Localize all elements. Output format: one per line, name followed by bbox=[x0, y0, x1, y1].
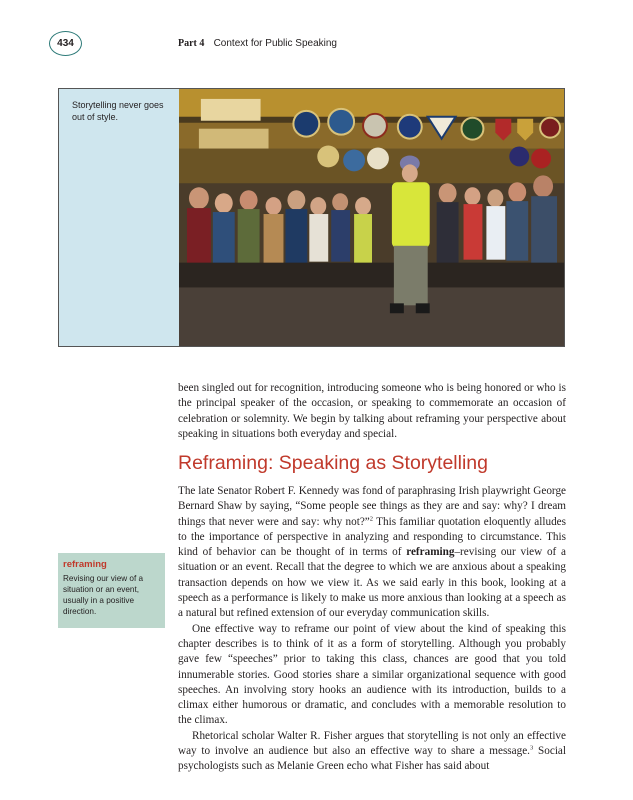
figure-caption: Storytelling never goes out of style. bbox=[72, 100, 164, 122]
intro-paragraph-block bbox=[178, 381, 566, 442]
intro-paragraph: been singled out for recognition, introducing someone who is being honored or who is the principal speaker of the occasion, or speaking to commemorate an occasion of celebration or solemnity. We begin by talking about reframing your perspective about speaking in situations both everyday and special. bbox=[178, 382, 566, 440]
paragraph-3-text-a: Rhetorical scholar Walter R. Fisher argues that storytelling is not only an effective way to involve an audience but also an effective way to share a message. bbox=[178, 729, 566, 758]
figure bbox=[58, 88, 565, 347]
footnote-ref-2: 2 bbox=[369, 514, 374, 522]
paragraph-1 bbox=[178, 484, 566, 622]
paragraph-3-text-b: Social psychologists such as Melanie Green echo what Fisher has said about bbox=[178, 745, 566, 773]
page-number: 434 bbox=[57, 38, 74, 49]
section-heading: Reframing: Speaking as Storytelling bbox=[178, 452, 488, 474]
paragraph-1-text-a: The late Senator Robert F. Kennedy was fond of paraphrasing Irish playwright George Bernard Shaw by saying, “Some people see things as they are and say: why? I dream things that never were and say: why not?” bbox=[178, 485, 566, 528]
audience bbox=[179, 175, 564, 346]
paragraph-3 bbox=[178, 729, 566, 775]
paragraph-2: One effective way to reframe our point of view about the kind of speaking this chapter describes is to think of it as a form of storytelling. Although you probably gave few “speeches” prior to taking this class, chances are good that you told innumerable stories. Good stories share a similar organizational sequence with good speeches. An involving story hooks an audience with its introduction, builds to a climax either humorous or dramatic, and concludes with a memorable resolution to the climax. bbox=[178, 622, 566, 727]
running-head bbox=[178, 38, 337, 49]
keyword-reframing: reframing bbox=[406, 546, 455, 559]
main-text bbox=[178, 484, 566, 775]
storyteller-photo bbox=[179, 89, 564, 346]
footnote-ref-3: 3 bbox=[529, 744, 534, 752]
section-title: Context for Public Speaking bbox=[213, 38, 337, 49]
paragraph-1-text-c: –revising our view of a situation or an event. Recall that the degree to which we are anxious about a speaking transaction depends on how we view it. As we said early in this book, looking at a speech as a performance is likely to make us more anxious than looking at a speech as a natural but refined extension of our everyday communication skills. bbox=[178, 546, 566, 620]
figure-caption-panel bbox=[59, 89, 179, 346]
glossary-definition: Revising our view of a situation or an event, usually in a positive direction. bbox=[63, 574, 144, 616]
page-number-badge bbox=[49, 31, 82, 56]
paragraph-1-text-b: This familiar quotation eloquently alludes to the importance of perspective in analyzing and responding to circumstance. This kind of behavior can be thought of in terms of bbox=[178, 515, 566, 559]
margin-glossary bbox=[58, 553, 165, 628]
part-label: Part 4 bbox=[178, 38, 205, 49]
glossary-term: reframing bbox=[63, 559, 107, 570]
